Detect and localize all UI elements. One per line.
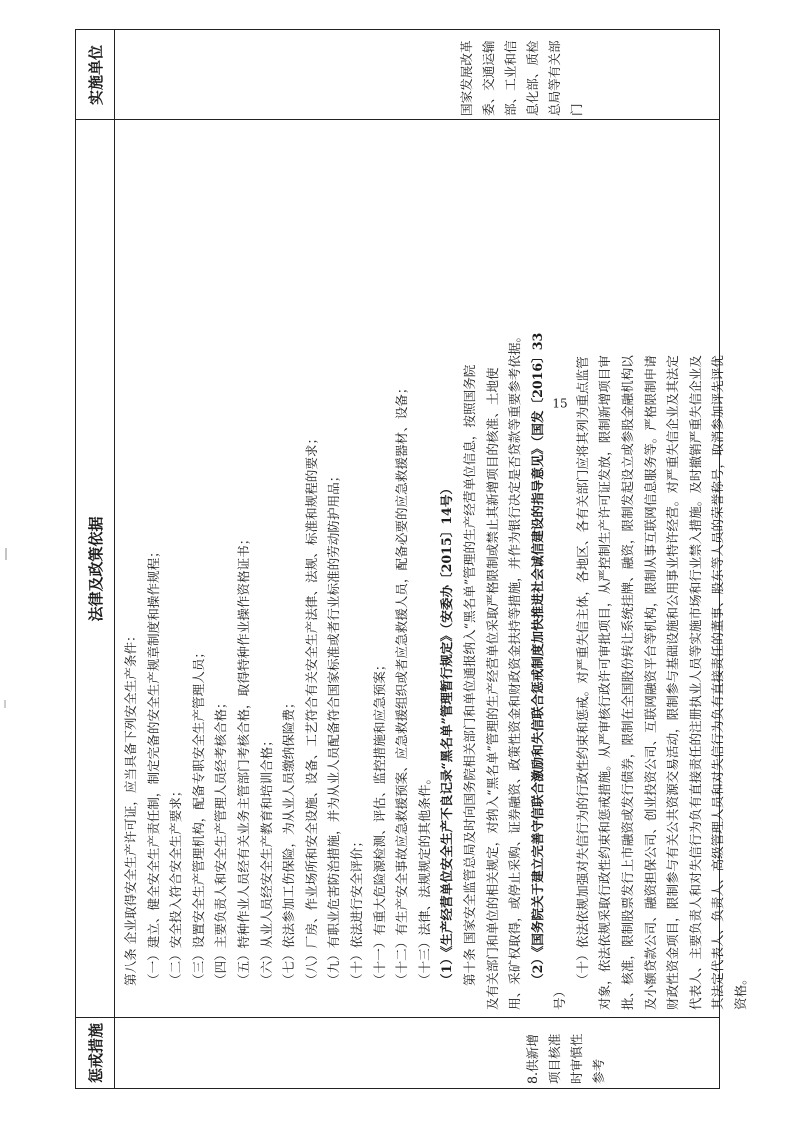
law-line: 代表人、主要负责人和对失信行为负有直接责任的注册执业人员等实施市场和行业禁入措施。及时撤销严重失信企业及 xyxy=(687,355,703,1010)
law-line: （十二）有生产安全事故应急救援预案、应急救援组织或者应急救援人员，配备必要的应急救援器材、设备； xyxy=(394,381,410,986)
law-line: 及小额贷款公司、融资担保公司、创业投资公司、互联网融资平台等机构，限制从事互联网信息服务等。严格限制申请 xyxy=(642,355,658,1010)
header-measure: 惩戒措施 xyxy=(86,1023,105,1084)
law-line: （七）依法参加工伤保险，为从业人员缴纳保险费； xyxy=(281,696,297,986)
law-line: （二）安全投入符合安全生产要求； xyxy=(168,784,184,986)
law-line: （五）特种作业人员经有关业务主管部门考核合格，取得特种作业操作资格证书； xyxy=(235,532,251,986)
law-line: （2）《国务院关于建立完善守信联合激励和失信联合惩戒制度加快推进社会诚信建设的指导意见》（国发〔2016〕33 xyxy=(529,332,545,986)
law-line: （十）依法依规加强对失信行为的行政性约束和惩戒。对严重失信主体，各地区、各有关部门应将其列为重点监管 xyxy=(574,356,590,986)
law-line: 财政性资金项目，限制参与有关公共资源交易活动，限制参与基础设施和公用事业特许经营。对严重失信企业及其法定 xyxy=(665,355,681,1010)
law-line: （1）《生产经营单位安全生产不良记录“黑名单”管理暂行规定》（安委办〔2015〕14号） xyxy=(439,481,455,986)
law-line: 对象，依法依规采取行政性约束和惩戒措施。从严审核行政许可审批项目，从严控制生产许可证发放，限制新增项目审 xyxy=(597,355,613,1010)
header-unit: 实施单位 xyxy=(86,45,105,106)
law-line: （六）从业人员经安全生产教育和培训合格； xyxy=(258,734,274,986)
law-line: 号） xyxy=(552,984,568,1010)
law-line: （十）依法进行安全评价； xyxy=(348,834,364,986)
measure-label: 8.供新增项目核准时审慎性参考 xyxy=(525,1033,606,1084)
law-line: （九）有职业危害防治措施，并为从业人员配备符合国家标准或者行业标准的劳动防护用品； xyxy=(326,469,342,986)
law-line: 批、核准，限制股票发行上市融资或发行债券，限制在全国股份转让系统挂牌、融资，限制发起设立或参股金融机构以 xyxy=(620,355,636,1010)
law-line: 资格。 xyxy=(733,972,749,1010)
page-number: 15 xyxy=(552,396,568,411)
law-line: （十三）法律、法规规定的其他条件。 xyxy=(416,771,432,986)
law-line: 及有关部门和单位的相关规定，对纳入“黑名单”管理的生产经营单位采取严格限制或禁止其新增项目的核准、土地使 xyxy=(484,367,500,1010)
unit-text: 国家发展改革委、交通运输部、工业和信息化部、质检总局等有关部门 xyxy=(459,40,584,116)
law-line: 第十条 国家安全监管总局及时向国务院相关部门和单位通报纳入“黑名单”管理的生产经营单位信息，按照国务院 xyxy=(461,364,477,986)
header-law: 法律及政策依据 xyxy=(86,516,105,622)
law-line: （三）设置安全生产管理机构，配备专职安全生产管理人员； xyxy=(190,645,206,986)
law-line: 其法定代表人、负责人、高级管理人员和对失信行为负有直接责任的董事、股东等人员的荣誉称号，取消参加评先评优 xyxy=(710,355,726,1010)
law-line: 用、采矿权取得，或停止采购、证券融资、政策性资金和财政资金扶持等措施，并作为银行决定是否贷款等重要参考依据。 xyxy=(507,329,523,1010)
law-line: （十一）有重大危险源检测、评估、监控措施和应急预案； xyxy=(371,658,387,986)
law-line: 第八条 企业取得安全生产许可证，应当具备下列安全生产条件： xyxy=(123,629,138,986)
law-line: （八）厂房、作业场所和安全设施、设备、工艺符合有关安全生产法律、法规、标准和规程的要求； xyxy=(303,431,319,986)
law-line: （四）主要负责人和安全生产管理人员经考核合格； xyxy=(213,696,229,986)
law-line: （一）建立、健全安全生产责任制，制定完备的安全生产规章制度和操作规程； xyxy=(145,545,161,986)
